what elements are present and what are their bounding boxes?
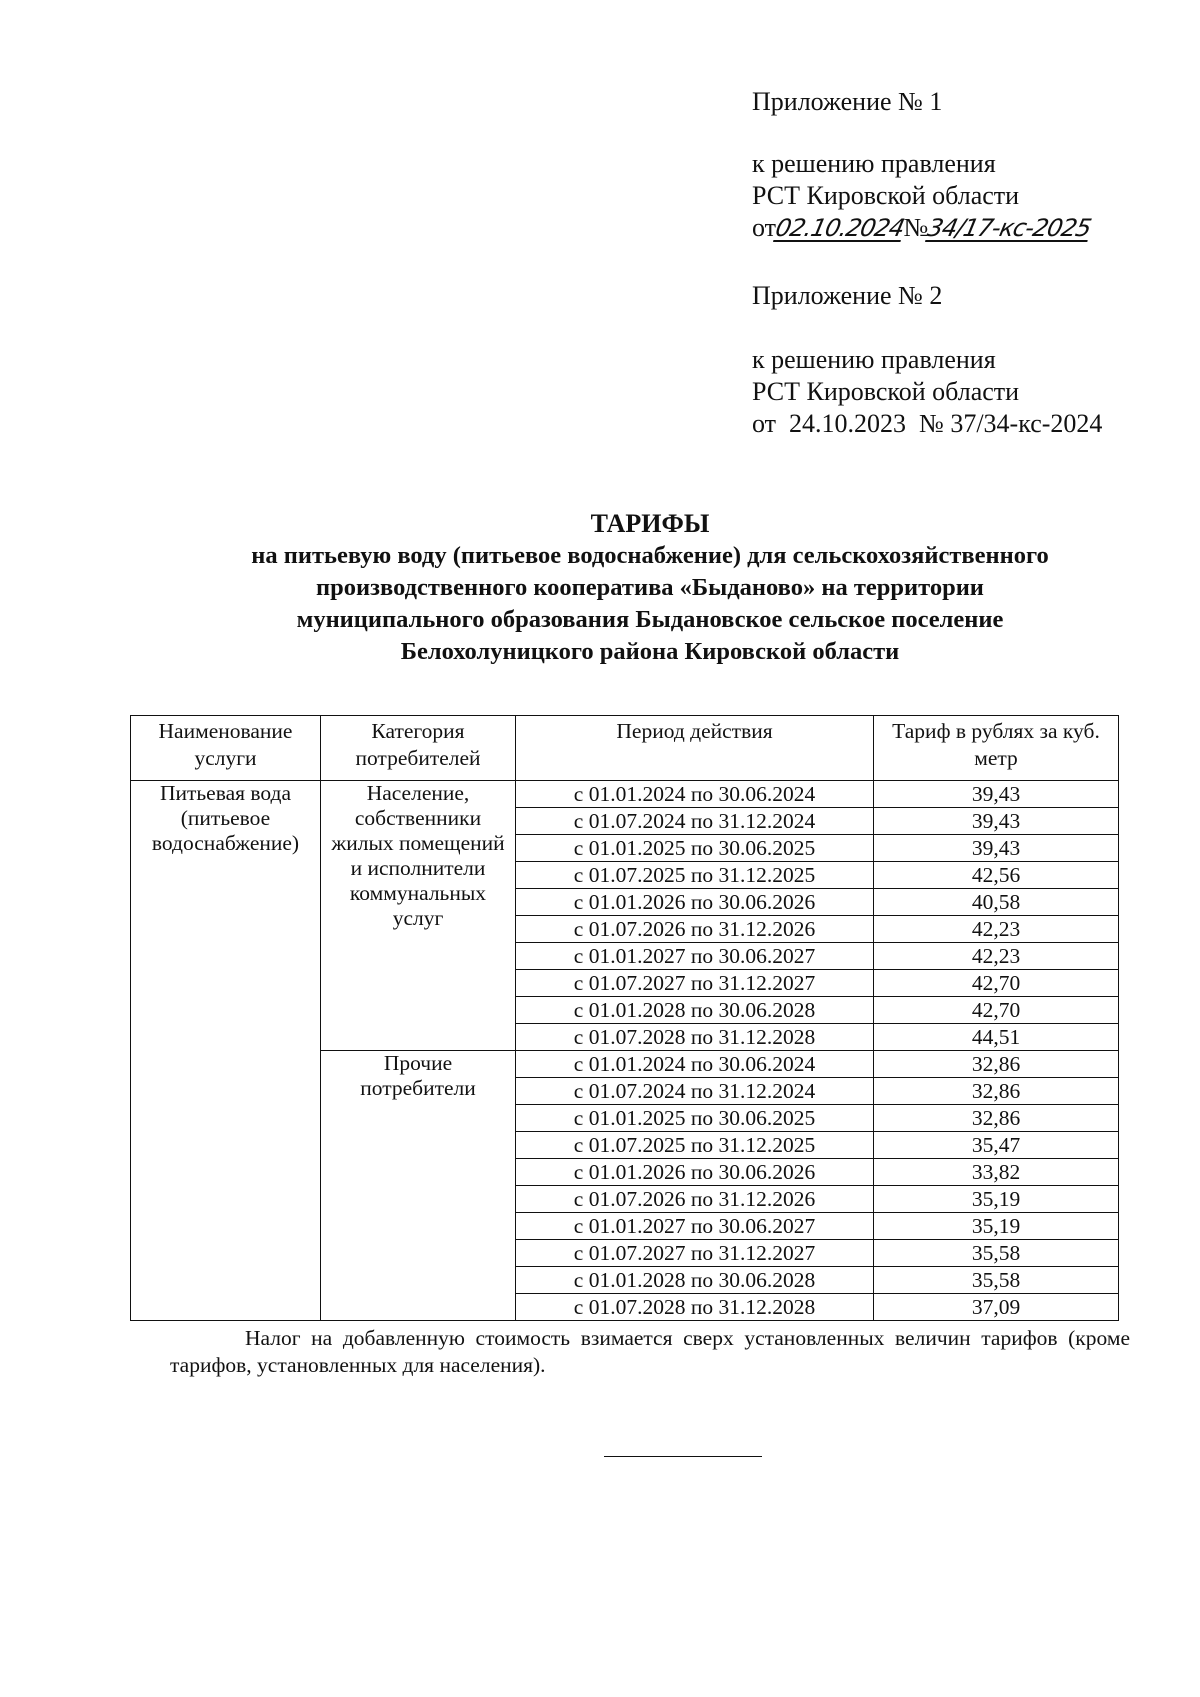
period-cell: с 01.01.2026 по 30.06.2026 (516, 889, 874, 916)
period-cell: с 01.01.2027 по 30.06.2027 (516, 1213, 874, 1240)
period-cell: с 01.01.2026 по 30.06.2026 (516, 1159, 874, 1186)
tariff-cell: 35,19 (874, 1213, 1119, 1240)
period-cell: с 01.01.2025 по 30.06.2025 (516, 1105, 874, 1132)
tariff-cell: 40,58 (874, 889, 1119, 916)
appendix2-line2: РСТ Кировской области (752, 377, 1020, 406)
header-category: Категория потребителей (321, 716, 516, 781)
period-cell: с 01.07.2027 по 31.12.2027 (516, 970, 874, 997)
period-cell: с 01.07.2025 по 31.12.2025 (516, 1132, 874, 1159)
tariff-cell: 42,70 (874, 997, 1119, 1024)
period-cell: с 01.07.2026 по 31.12.2026 (516, 1186, 874, 1213)
tariff-table (130, 715, 1119, 1321)
appendix1-title: Приложение № 1 (752, 87, 943, 116)
tariff-cell: 37,09 (874, 1294, 1119, 1321)
service-cell: Питьевая вода (питьевое водоснабжение) (131, 781, 321, 1321)
tariff-cell: 39,43 (874, 781, 1119, 808)
tariff-cell: 32,86 (874, 1105, 1119, 1132)
tariff-cell: 42,23 (874, 943, 1119, 970)
tariff-cell: 39,43 (874, 835, 1119, 862)
handwritten-number: 34/17-кс-2025 (925, 214, 1094, 242)
period-cell: с 01.07.2028 по 31.12.2028 (516, 1294, 874, 1321)
handwritten-date: 02.10.2024 (773, 214, 907, 242)
tariff-cell: 32,86 (874, 1078, 1119, 1105)
appendix2-line1: к решению правления (752, 345, 996, 374)
tariff-cell: 32,86 (874, 1051, 1119, 1078)
appendix1-line2: РСТ Кировской области (752, 181, 1020, 210)
period-cell: с 01.01.2028 по 30.06.2028 (516, 997, 874, 1024)
appendix1-line1: к решению правления (752, 149, 996, 178)
category-cell: Население, собственники жилых помещений и исполнители коммунальных услуг (321, 781, 516, 1051)
category-cell: Прочие потребители (321, 1051, 516, 1321)
period-cell: с 01.01.2025 по 30.06.2025 (516, 835, 874, 862)
title-line2: производственного кооператива «Быданово» на территории (316, 574, 984, 601)
vat-note: Налог на добавленную стоимость взимается сверх установленных величин тарифов (кроме тарифов, установленных для населения). (170, 1326, 1130, 1377)
period-cell: с 01.07.2028 по 31.12.2028 (516, 1024, 874, 1051)
period-cell: с 01.07.2027 по 31.12.2027 (516, 1240, 874, 1267)
tariff-cell: 35,19 (874, 1186, 1119, 1213)
appendix2-title: Приложение № 2 (752, 281, 943, 310)
tariff-cell: 35,47 (874, 1132, 1119, 1159)
period-cell: с 01.07.2025 по 31.12.2025 (516, 862, 874, 889)
period-cell: с 01.01.2028 по 30.06.2028 (516, 1267, 874, 1294)
tariff-cell: 35,58 (874, 1240, 1119, 1267)
tariff-cell: 42,56 (874, 862, 1119, 889)
title-line1: на питьевую воду (питьевое водоснабжение) для сельскохозяйственного (251, 542, 1049, 569)
period-cell: с 01.07.2024 по 31.12.2024 (516, 1078, 874, 1105)
tariff-cell: 35,58 (874, 1267, 1119, 1294)
document-title (120, 508, 1180, 668)
table-header-row (131, 716, 1119, 781)
tariff-cell: 44,51 (874, 1024, 1119, 1051)
title-main: ТАРИФЫ (590, 509, 710, 538)
number-label: № (903, 213, 929, 242)
from-label: от (752, 213, 777, 242)
header-period: Период действия (516, 716, 874, 781)
header-service: Наименование услуги (131, 716, 321, 781)
period-cell: с 01.07.2024 по 31.12.2024 (516, 808, 874, 835)
tariff-cell: 42,70 (874, 970, 1119, 997)
period-cell: с 01.01.2024 по 30.06.2024 (516, 1051, 874, 1078)
appendix1-line3 (752, 212, 1094, 244)
period-cell: с 01.01.2024 по 30.06.2024 (516, 781, 874, 808)
tariff-cell: 42,23 (874, 916, 1119, 943)
title-line4: Белохолуницкого района Кировской области (400, 638, 900, 665)
tariff-cell: 39,43 (874, 808, 1119, 835)
period-cell: с 01.07.2026 по 31.12.2026 (516, 916, 874, 943)
table-body (131, 781, 1119, 1321)
appendix2-line3: от 24.10.2023 № 37/34-кс-2024 (752, 409, 1103, 438)
divider-line (604, 1456, 762, 1457)
period-cell: с 01.01.2027 по 30.06.2027 (516, 943, 874, 970)
tariff-cell: 33,82 (874, 1159, 1119, 1186)
title-line3: муниципального образования Быдановское сельское поселение (296, 606, 1004, 633)
table-row (131, 781, 1119, 808)
header-tariff: Тариф в рублях за куб. метр (874, 716, 1119, 781)
